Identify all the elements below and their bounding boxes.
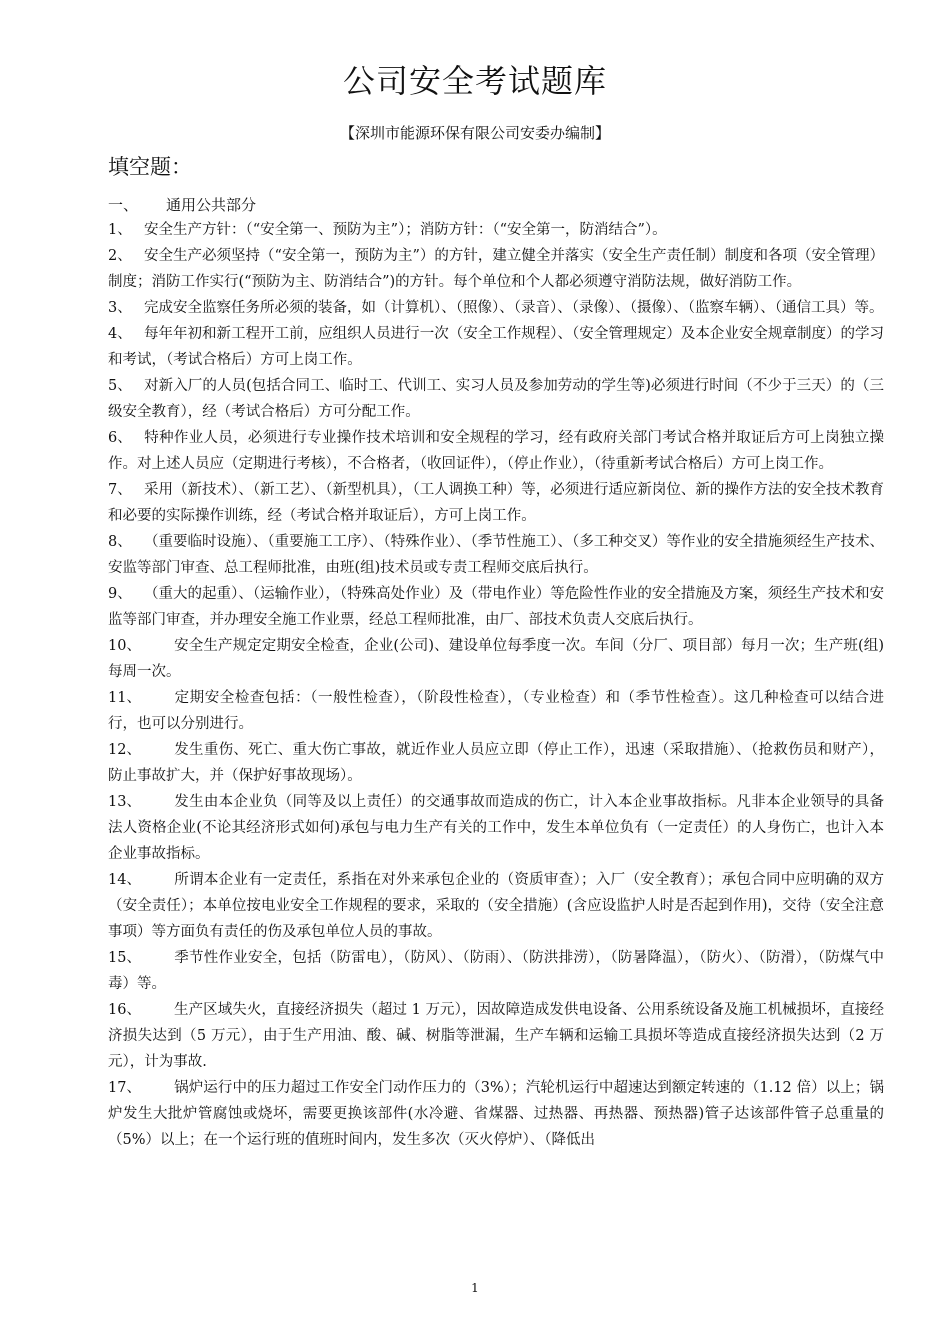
question-item	[108, 1075, 884, 1153]
question-text: （重要临时设施）、（重要施工工序）、（特殊作业）、（季节性施工）、（多工种交叉）等作业的安全措施须经生产技术、安监等部门审查、总工程师批准，由班(组)技术员或专责工程师交底后执行。	[108, 534, 884, 576]
question-item	[108, 529, 884, 581]
question-text: （重大的起重）、（运输作业），（特殊高处作业）及（带电作业）等危险性作业的安全措施及方案，须经生产技术和安监等部门审查，并办理安全施工作业票，经总工程师批准，由厂、部技术负责人交底后执行。	[108, 586, 884, 628]
page-number: 1	[471, 1281, 479, 1295]
question-number: 3、	[108, 300, 132, 316]
question-text: 生产区域失火，直接经济损失（超过 1 万元），因故障造成发供电设备、公用系统设备及施工机械损坏，直接经济损失达到（5 万元），由于生产用油、酸、碱、树脂等泄漏，生产车辆和运输工具损坏等造成直接经济损失达到（2 万元），计为事故.	[108, 1002, 884, 1070]
question-item	[108, 633, 884, 685]
question-item	[108, 737, 884, 789]
question-item	[108, 477, 884, 529]
question-number: 15、	[108, 950, 141, 966]
question-text: 对新入厂的人员(包括合同工、临时工、代训工、实习人员及参加劳动的学生等)必须进行时间（不少于三天）的（三级安全教育），经（考试合格后）方可分配工作。	[108, 378, 884, 420]
question-text: 所谓本企业有一定责任，系指在对外来承包企业的（资质审查）；入厂（安全教育）；承包合同中应明确的双方（安全责任）；本单位按电业安全工作规程的要求，采取的（安全措施）(含应设监护人时是否起到作用)，交待（安全注意事项）等方面负有责任的伤及承包单位人员的事故。	[108, 872, 884, 940]
question-item	[108, 789, 884, 867]
question-text: 安全生产必须坚持（“安全第一，预防为主”）的方针，建立健全并落实（安全生产责任制）制度和各项（安全管理）制度；消防工作实行(“预防为主、防消结合”)的方针。每个单位和个人都必须遵守消防法规，做好消防工作。	[108, 248, 884, 290]
question-number: 6、	[108, 430, 132, 446]
question-number: 16、	[108, 1002, 141, 1018]
question-item	[108, 945, 884, 997]
question-text: 季节性作业安全，包括（防雷电），（防风）、（防雨）、（防洪排涝），（防暑降温），（防火）、（防滑），（防煤气中毒）等。	[108, 950, 884, 992]
question-item	[108, 685, 884, 737]
question-item	[108, 243, 884, 295]
question-number: 11、	[108, 690, 141, 706]
question-number: 5、	[108, 378, 132, 394]
question-item	[108, 217, 884, 243]
question-number: 7、	[108, 482, 132, 498]
question-number: 4、	[108, 326, 132, 342]
question-item	[108, 581, 884, 633]
section-heading: 填空题：	[108, 155, 192, 179]
question-text: 发生由本企业负（同等及以上责任）的交通事故而造成的伤亡，计入本企业事故指标。凡非本企业领导的具备法人资格企业(不论其经济形式如何)承包与电力生产有关的工作中，发生本单位负有（一定责任）的人身伤亡，也计入本企业事故指标。	[108, 794, 884, 862]
question-item	[108, 867, 884, 945]
question-text: 采用（新技术）、（新工艺）、（新型机具），（工人调换工种）等，必须进行适应新岗位、新的操作方法的安全技术教育和必要的实际操作训练，经（考试合格并取证后），方可上岗工作。	[108, 482, 884, 524]
question-text: 锅炉运行中的压力超过工作安全门动作压力的（3%）；汽轮机运行中超速达到额定转速的（1.12 倍）以上；锅炉发生大批炉管腐蚀或烧坏，需要更换该部件(水冷避、省煤器、过热器、再热器、预热器)管子达该部件管子总重量的（5%）以上；在一个运行班的值班时间内，发生多次（灭火停炉）、（降低出	[108, 1080, 884, 1148]
question-text: 发生重伤、死亡、重大伤亡事故，就近作业人员应立即（停止工作），迅速（采取措施）、（抢救伤员和财产），防止事故扩大，并（保护好事故现场）。	[108, 742, 884, 784]
question-number: 13、	[108, 794, 141, 810]
document-subtitle: 【深圳市能源环保有限公司安委办编制】	[339, 124, 610, 142]
question-item	[108, 373, 884, 425]
part-heading	[108, 194, 256, 215]
part-title: 通用公共部分	[166, 196, 257, 214]
part-number: 一、	[108, 196, 139, 214]
question-number: 2、	[108, 248, 132, 264]
question-number: 17、	[108, 1080, 141, 1096]
question-number: 9、	[108, 586, 132, 602]
question-list	[108, 217, 884, 1153]
question-number: 10、	[108, 638, 141, 654]
question-item	[108, 295, 884, 321]
question-text: 完成安全监察任务所必须的装备，如（计算机）、（照像）、（录音）、（录像）、（摄像）、（监察车辆）、（通信工具）等。	[144, 300, 884, 316]
question-text: 每年年初和新工程开工前，应组织人员进行一次（安全工作规程）、（安全管理规定）及本企业安全规章制度）的学习和考试，（考试合格后）方可上岗工作。	[108, 326, 884, 368]
question-number: 1、	[108, 222, 132, 238]
document-title: 公司安全考试题库	[342, 62, 607, 100]
question-text: 安全生产规定定期安全检查，企业(公司)、建设单位每季度一次。车间（分厂、项目部）每月一次；生产班(组)每周一次。	[108, 638, 884, 680]
question-number: 8、	[108, 534, 132, 550]
question-text: 定期安全检查包括：（一般性检查），（阶段性检查），（专业检查）和（季节性检查）。这几种检查可以结合进行，也可以分别进行。	[108, 690, 884, 732]
question-item	[108, 997, 884, 1075]
question-text: 安全生产方针：（“安全第一、预防为主”）；消防方针：（“安全第一，防消结合”）。	[144, 222, 667, 238]
question-text: 特种作业人员，必须进行专业操作技术培训和安全规程的学习，经有政府关部门考试合格并取证后方可上岗独立操作。对上述人员应（定期进行考核），不合格者，（收回证件），（停止作业），（待重新考试合格后）方可上岗工作。	[108, 430, 884, 472]
question-item	[108, 425, 884, 477]
question-item	[108, 321, 884, 373]
question-number: 14、	[108, 872, 141, 888]
question-number: 12、	[108, 742, 141, 758]
